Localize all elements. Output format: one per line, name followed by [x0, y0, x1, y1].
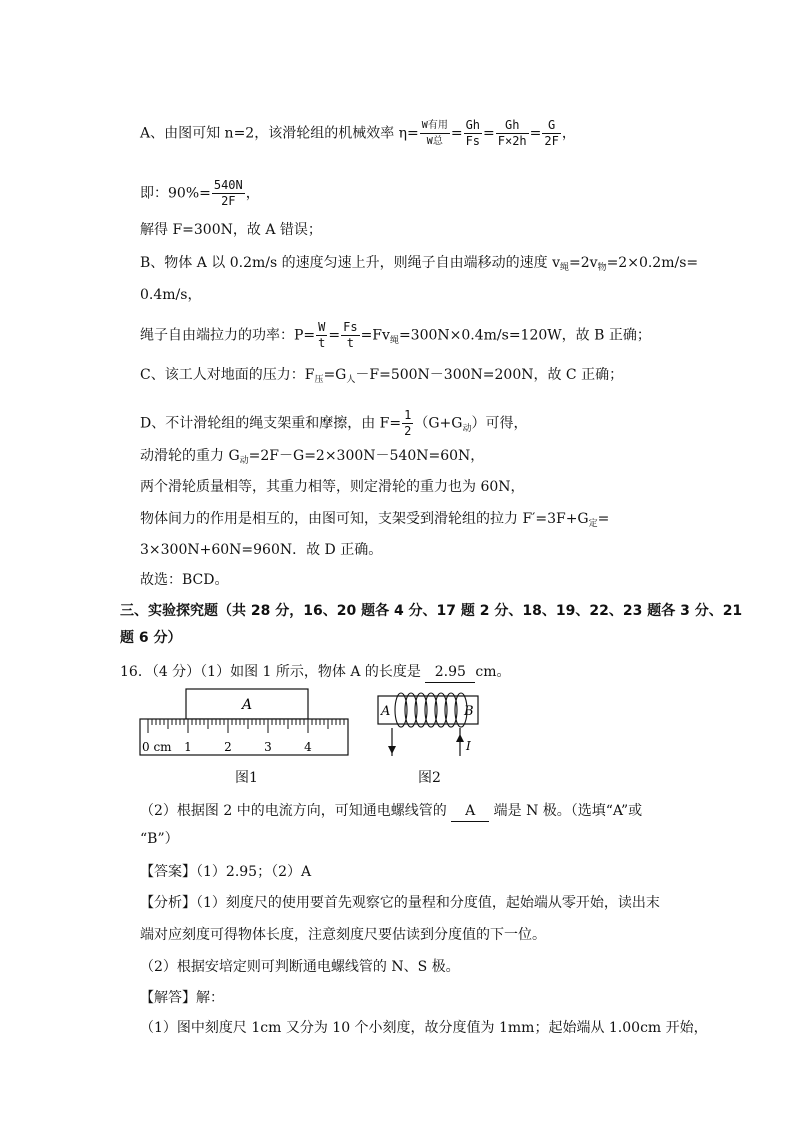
text: ，: [561, 125, 576, 142]
text: =: [328, 327, 341, 344]
fraction: [212, 178, 245, 209]
ruler-figure: [138, 685, 353, 760]
numerator: Gh: [465, 118, 481, 132]
fraction: [542, 118, 560, 149]
text: ，: [245, 185, 260, 202]
section-title-1: 三、实验探究题（共 28 分，16、20 题各 4 分、17 题 2 分、18、19、22、23 题各 3 分、21: [120, 603, 743, 619]
text: 16．（4 分）（1）如图 1 所示，物体 A 的长度是: [120, 664, 421, 680]
solenoid-label-b: B: [464, 704, 474, 719]
numerator: W有用: [420, 118, 450, 134]
text: =2×0.2m/s=: [606, 255, 699, 271]
denominator: F×2h: [497, 134, 527, 148]
subscript: 物: [597, 263, 607, 273]
analysis-line-3: （2）根据安培定则可判断通电螺线管的 N、S 极。: [140, 959, 460, 975]
solution-heading: 【解答】解：: [140, 990, 224, 1006]
text: C、该工人对地面的压力：F: [140, 367, 315, 383]
solenoid-label-a: A: [381, 704, 391, 719]
solution-line-1: （1）图中刻度尺 1cm 又分为 10 个小刻度，故分度值为 1mm；起始端从 1.00cm 开始，: [140, 1020, 708, 1036]
denominator: W总: [426, 136, 443, 147]
text: （2）根据图 2 中的电流方向，可知通电螺线管的: [140, 803, 447, 819]
text: =2v: [569, 255, 598, 271]
denominator: 2F: [221, 194, 236, 208]
fraction: [464, 118, 482, 149]
text: cm。: [475, 664, 511, 680]
text: A、由图可知 n=2，该滑轮组的机械效率 η=: [140, 125, 419, 142]
figure-1-caption: 图1: [235, 770, 258, 786]
subscript: 绳: [560, 263, 570, 273]
option-d-line-1: [140, 408, 527, 439]
subscript: 动: [462, 423, 472, 434]
subscript: 定: [588, 519, 598, 529]
ruler-tick-label-4: 4: [304, 740, 312, 754]
option-a-line-1: [140, 118, 576, 149]
answer-blank: A: [451, 801, 489, 822]
subscript: 人: [346, 375, 356, 385]
numerator: Gh: [496, 118, 529, 134]
current-label: I: [466, 739, 471, 753]
ruler-tick-label-1: 1: [184, 740, 192, 754]
ruler-tick-label-3: 3: [264, 740, 272, 754]
numerator: Fs: [343, 320, 358, 334]
text: 即：90%=: [140, 185, 211, 202]
text: =Fv: [360, 327, 390, 344]
option-c-line: [140, 365, 623, 387]
numerator: 1: [404, 408, 412, 422]
figure-2-caption: 图2: [418, 770, 441, 786]
denominator: t: [346, 336, 354, 350]
text: 动滑轮的重力 G: [140, 448, 240, 464]
text: 物体间力的作用是相互的，由图可知，支架受到滑轮组的拉力 F′=3F+G: [140, 511, 589, 527]
text: 端是 N 极。（选填“A”或: [493, 803, 643, 819]
option-d-line-3: 两个滑轮质量相等，其重力相等，则定滑轮的重力也为 60N，: [140, 479, 525, 495]
text: D、不计滑轮组的绳支架重和摩擦，由 F=: [140, 415, 402, 432]
text: =300N×0.4m/s=120W，故 B 正确；: [398, 327, 651, 344]
numerator: 540N: [213, 178, 243, 192]
option-d-line-2: [140, 446, 484, 468]
text: =: [483, 125, 495, 142]
answer-line: 【答案】（1）2.95；（2）A: [140, 864, 312, 880]
text: =: [529, 125, 542, 142]
option-b-line-2: 0.4m/s，: [140, 287, 202, 303]
option-a-line-3: 解得 F=300N，故 A 错误；: [140, 222, 322, 238]
ruler-zero-label: 0 cm: [142, 740, 172, 754]
right-arrow: [456, 734, 464, 742]
solenoid-figure: [372, 684, 492, 764]
subscript: 动: [239, 456, 249, 466]
ruler-tick-label-2: 2: [224, 740, 232, 754]
denominator: t: [318, 336, 326, 350]
fraction: [496, 118, 529, 149]
text: ）可得，: [471, 415, 528, 432]
option-b-line-1: [140, 253, 698, 275]
denominator: 2: [404, 424, 412, 438]
option-b-line-3: [140, 320, 651, 351]
question-16-line-3: “B”）: [140, 831, 179, 847]
option-d-line-4: [140, 509, 609, 531]
analysis-line-1: 【分析】（1）刻度尺的使用要首先观察它的量程和分度值，起始端从零开始，读出末: [140, 895, 660, 911]
question-16-line-2: [140, 801, 642, 822]
section-title-2: 题 6 分）: [120, 630, 182, 646]
text: 绳子自由端拉力的功率：P=: [140, 327, 316, 344]
subscript: 压: [314, 375, 324, 385]
text: =: [597, 511, 610, 527]
subscript: 绳: [389, 335, 399, 346]
text: =G: [323, 367, 347, 383]
denominator: 2F: [544, 134, 559, 148]
fraction: [341, 320, 359, 351]
fraction: [420, 118, 450, 149]
text: =: [450, 125, 463, 142]
option-a-line-2: [140, 178, 260, 209]
left-arrow: [388, 746, 396, 754]
text: =2F－G=2×300N－540N=60N，: [248, 448, 485, 464]
block-label-a: A: [241, 697, 253, 713]
solenoid-core: [378, 696, 478, 724]
fraction: [316, 320, 327, 351]
analysis-line-2: 端对应刻度可得物体长度，注意刻度尺要估读到分度值的下一位。: [140, 927, 546, 943]
text: －F=500N－300N=200N，故 C 正确；: [355, 367, 624, 383]
denominator: Fs: [465, 134, 481, 148]
question-16-line-1: [120, 662, 510, 683]
text: B、物体 A 以 0.2m/s 的速度匀速上升，则绳子自由端移动的速度 v: [140, 255, 560, 271]
numerator: W: [318, 320, 326, 334]
numerator: G: [542, 118, 560, 134]
choice-line: 故选：BCD。: [140, 572, 229, 588]
option-d-line-5: 3×300N+60N=960N．故 D 正确。: [140, 542, 383, 558]
text: （G+G: [414, 415, 463, 432]
answer-blank: 2.95: [425, 662, 475, 683]
fraction: [402, 408, 413, 439]
